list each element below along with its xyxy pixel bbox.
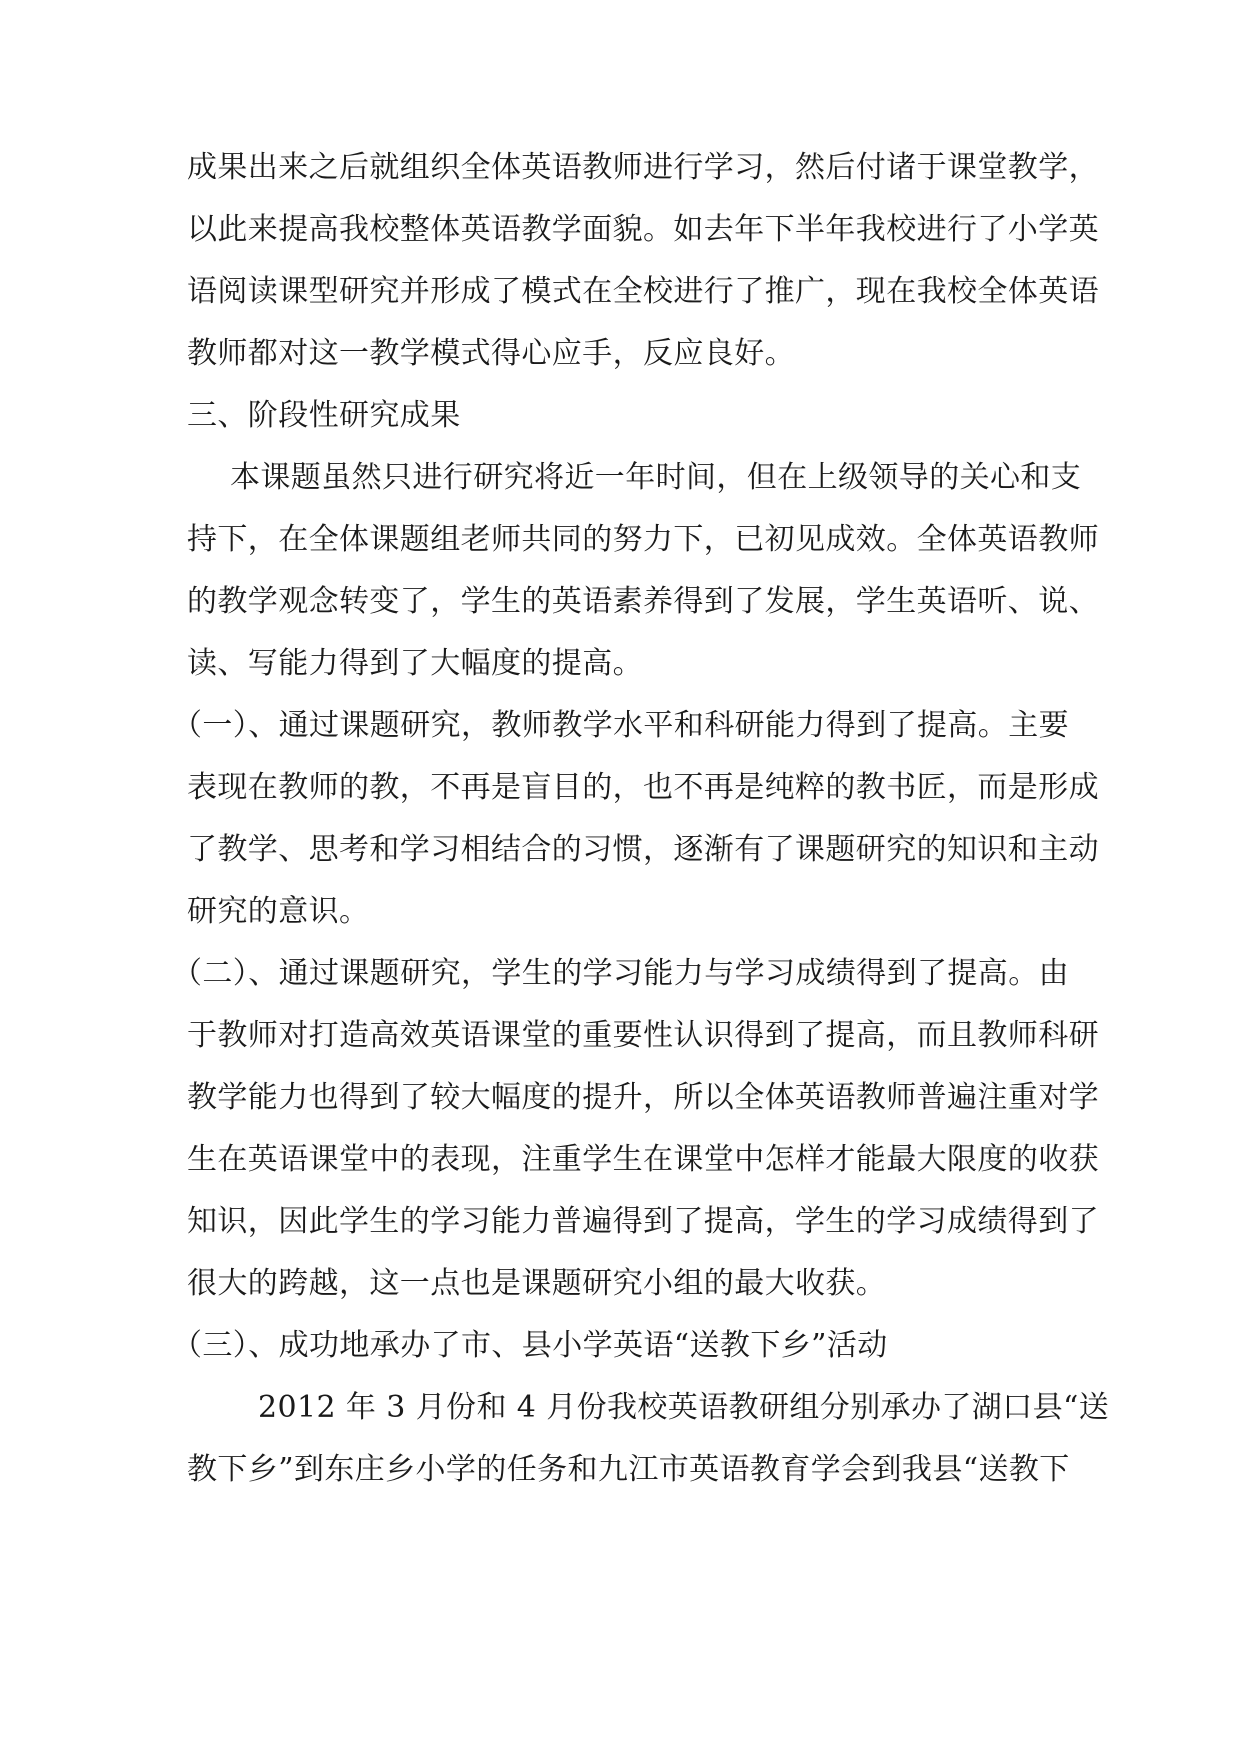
- text-line: 表现在教师的教，不再是盲目的，也不再是纯粹的教书匠，而是形成: [187, 770, 1099, 805]
- text-line: 了教学、思考和学习相结合的习惯，逐渐有了课题研究的知识和主动: [187, 832, 1099, 867]
- paragraph-first-line: 2012 年 3 月份和 4 月份我校英语教研组分别承办了湖口县“送: [258, 1390, 1110, 1425]
- subsection-heading: （三）、成功地承办了市、县小学英语“送教下乡”活动: [172, 1328, 888, 1363]
- text-line: 以此来提高我校整体英语教学面貌。如去年下半年我校进行了小学英: [187, 212, 1099, 247]
- text-line: 于教师对打造高效英语课堂的重要性认识得到了提高，而且教师科研: [187, 1018, 1099, 1053]
- subsection-heading: （二）、通过课题研究，学生的学习能力与学习成绩得到了提高。由: [172, 956, 1069, 991]
- section-heading: 三、阶段性研究成果: [187, 398, 461, 433]
- text-line: 生在英语课堂中的表现，注重学生在课堂中怎样才能最大限度的收获: [187, 1142, 1099, 1177]
- text-line: 教下乡”到东庄乡小学的任务和九江市英语教育学会到我县“送教下: [187, 1452, 1070, 1487]
- text-line: 的教学观念转变了，学生的英语素养得到了发展，学生英语听、说、: [187, 584, 1099, 619]
- text-line: 读、写能力得到了大幅度的提高。: [187, 646, 643, 681]
- text-line: 很大的跨越，这一点也是课题研究小组的最大收获。: [187, 1266, 887, 1301]
- text-line: 成果出来之后就组织全体英语教师进行学习，然后付诸于课堂教学，: [187, 150, 1099, 185]
- text-line: 语阅读课型研究并形成了模式在全校进行了推广，现在我校全体英语: [187, 274, 1099, 309]
- paragraph-first-line: 本课题虽然只进行研究将近一年时间，但在上级领导的关心和支: [230, 460, 1082, 495]
- text-line: 研究的意识。: [187, 894, 370, 929]
- text-line: 知识，因此学生的学习能力普遍得到了提高，学生的学习成绩得到了: [187, 1204, 1099, 1239]
- text-line: 教学能力也得到了较大幅度的提升，所以全体英语教师普遍注重对学: [187, 1080, 1099, 1115]
- text-line: 教师都对这一教学模式得心应手，反应良好。: [187, 336, 795, 371]
- text-line: 持下，在全体课题组老师共同的努力下，已初见成效。全体英语教师: [187, 522, 1099, 557]
- subsection-heading: （一）、通过课题研究，教师教学水平和科研能力得到了提高。主要: [172, 708, 1069, 743]
